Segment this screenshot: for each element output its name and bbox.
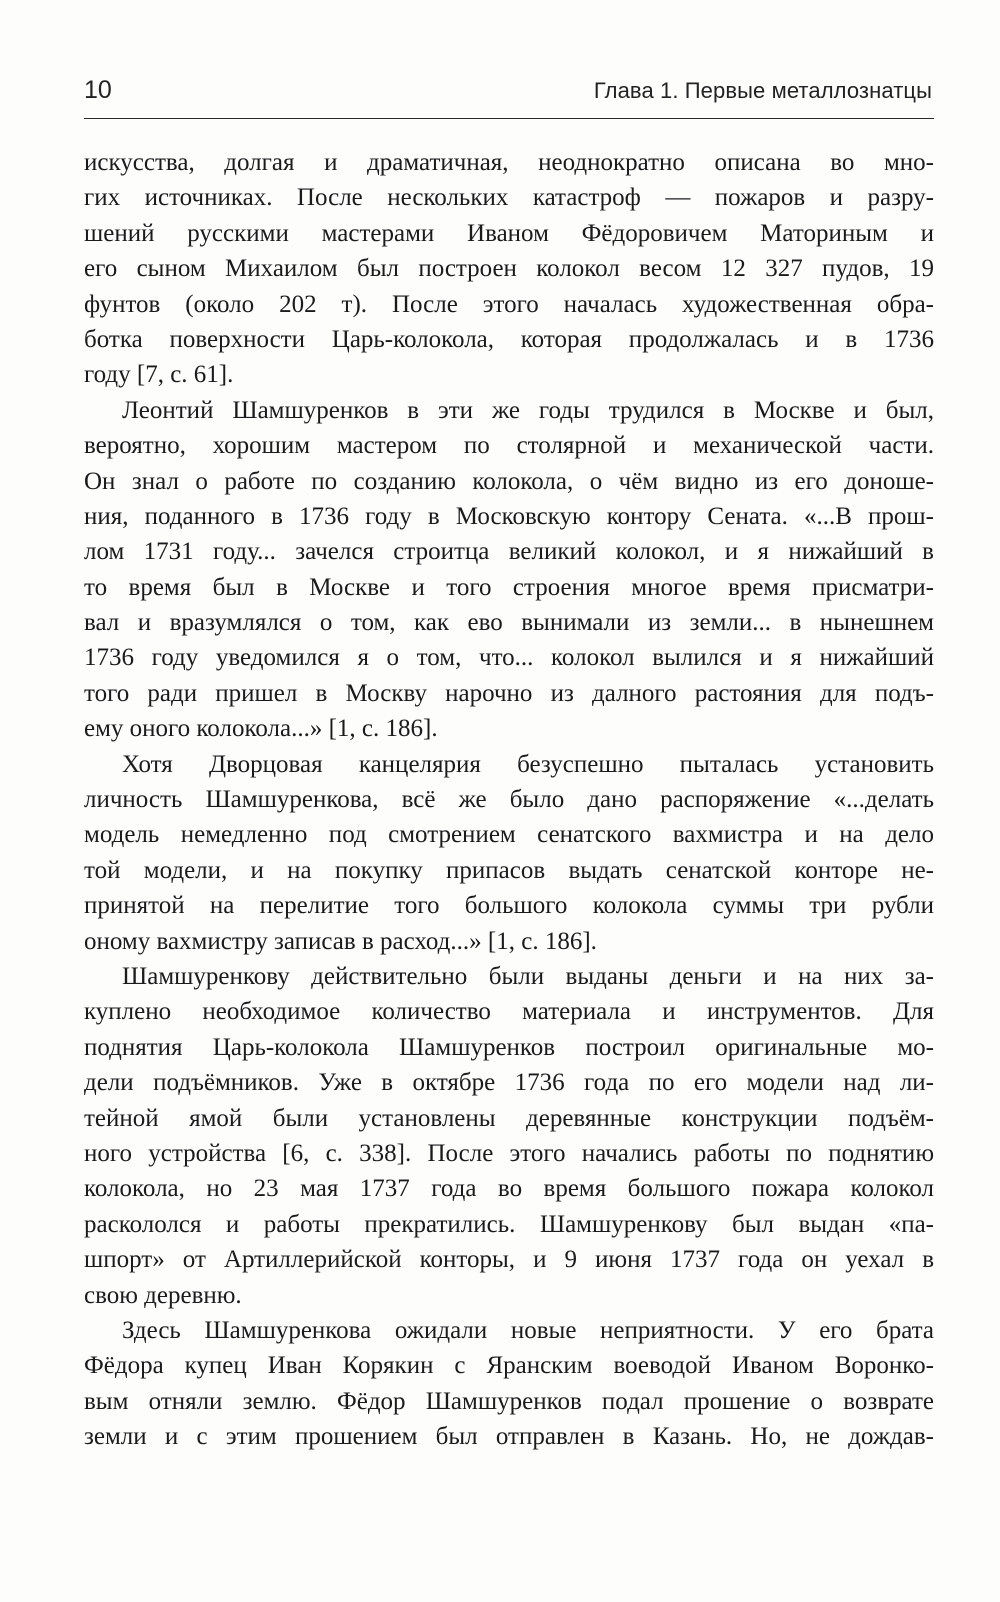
text-line: шпорт» от Артиллерийской конторы, и 9 июня 1737 года он уехал в — [84, 1246, 934, 1274]
text-line: вал и вразумлялся о том, как ево вынимали из земли... в нынешнем — [84, 609, 934, 637]
text-line: ния, поданного в 1736 году в Московскую контору Сената. «...В прош- — [84, 502, 934, 530]
page-number: 10 — [84, 76, 112, 104]
text-line: Он знал о работе по созданию колокола, о чём видно из его доноше- — [84, 467, 934, 495]
text-line: ного устройства [6, с. 338]. После этого начались работы по поднятию — [84, 1139, 934, 1167]
text-line: его сыном Михаилом был построен колокол весом 12 327 пудов, 19 — [84, 255, 934, 283]
text-line: оному вахмистру записав в расход...» [1, с. 186]. — [84, 927, 597, 955]
text-line: той модели, и на покупку припасов выдать сенатской конторе не- — [84, 856, 934, 884]
text-line: 1736 году уведомился я о том, что... колокол вылился и я нижайший — [84, 644, 934, 672]
text-line: раскололся и работы прекратились. Шамшуренкову был выдан «па- — [84, 1210, 934, 1238]
text-line: гих источниках. После нескольких катастроф — пожаров и разру- — [84, 184, 934, 212]
text-line: колокола, но 23 мая 1737 года во время большого пожара колокол — [84, 1175, 934, 1203]
text-line: дели подъёмников. Уже в октябре 1736 года по его модели над ли- — [84, 1069, 934, 1097]
text-line: модель немедленно под смотрением сенатского вахмистра и на дело — [84, 821, 934, 849]
text-line: шений русскими мастерами Иваном Фёдоровичем Маториным и — [84, 219, 934, 247]
text-line: тейной ямой были установлены деревянные конструкции подъём- — [84, 1104, 934, 1132]
text-line: Здесь Шамшуренкова ожидали новые неприятности. У его брата — [122, 1316, 934, 1344]
text-line: Фёдора купец Иван Корякин с Яранским воеводой Иваном Воронко- — [84, 1352, 934, 1380]
paragraph — [84, 393, 934, 747]
text-line: году [7, с. 61]. — [84, 361, 234, 389]
running-head: Глава 1. Первые металлознатцы — [593, 78, 932, 103]
text-line: куплено необходимое количество материала и инструментов. Для — [84, 998, 934, 1026]
text-line: Хотя Дворцовая канцелярия безуспешно пыталась установить — [122, 750, 934, 778]
text-line: лом 1731 году... зачелся строитца великий колокол, и я нижайший в — [84, 538, 934, 566]
text-line: вероятно, хорошим мастером по столярной и механической части. — [84, 432, 934, 460]
paragraph — [84, 145, 934, 393]
body-text — [84, 145, 934, 1454]
text-line: искусства, долгая и драматичная, неоднократно описана во мно- — [84, 149, 934, 176]
text-line: Шамшуренкову действительно были выданы деньги и на них за- — [122, 962, 934, 990]
paragraph — [84, 959, 934, 1313]
text-line: фунтов (около 202 т). После этого началась художественная обра- — [84, 290, 934, 318]
paragraph — [84, 747, 934, 959]
text-line: Леонтий Шамшуренков в эти же годы трудился в Москве и был, — [122, 396, 934, 424]
text-line: то время был в Москве и того строения многое время присматри- — [84, 573, 934, 601]
text-line: того ради пришел в Москву нарочно из далного растояния для подъ- — [84, 679, 934, 707]
paragraph — [84, 1313, 934, 1455]
text-line: личность Шамшуренкова, всё же было дано распоряжение «...делать — [84, 786, 934, 814]
text-line: вым отняли землю. Фёдор Шамшуренков подал прошение о возврате — [84, 1387, 934, 1415]
text-line: земли и с этим прошением был отправлен в Казань. Но, не дождав- — [84, 1423, 934, 1451]
text-line: ботка поверхности Царь-колокола, которая продолжалась и в 1736 — [84, 325, 934, 353]
text-line: принятой на перелитие того большого колокола суммы три рубли — [84, 892, 934, 920]
page-header — [84, 74, 934, 119]
text-line: ему оного колокола...» [1, с. 186]. — [84, 715, 438, 743]
text-line: поднятия Царь-колокола Шамшуренков построил оригинальные мо- — [84, 1033, 934, 1061]
text-line: свою деревню. — [84, 1281, 242, 1309]
